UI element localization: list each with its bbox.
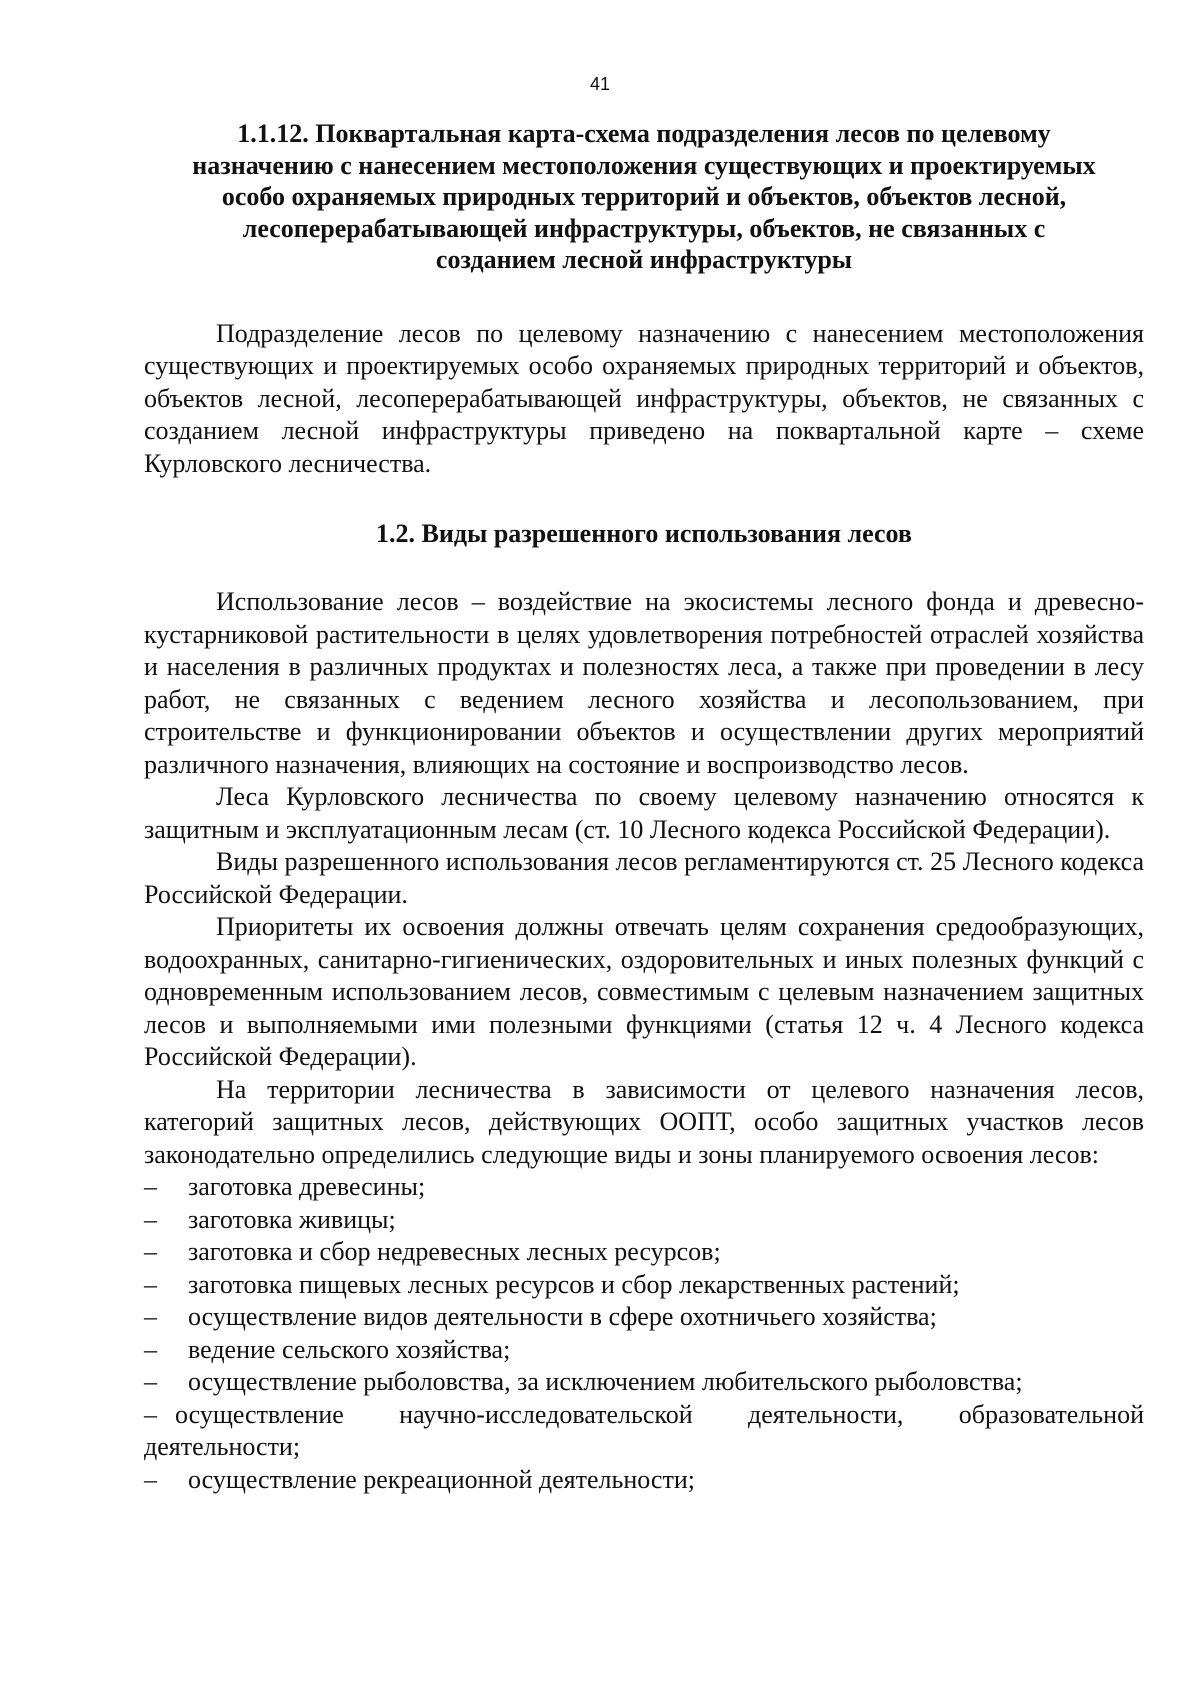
list-item-text: заготовка живицы; [188, 1204, 396, 1234]
page-number: 41 [589, 74, 611, 94]
heading-line: 1.1.12. Поквартальная карта-схема подразделения лесов по целевому [237, 119, 1051, 148]
list-dash: – [144, 1204, 157, 1234]
list-item-text: заготовка и сбор недревесных лесных ресурсов; [188, 1237, 721, 1266]
list-item [144, 1269, 1144, 1302]
body-paragraph: На территории лесничества в зависимости от целевого назначения лесов, категорий защитных лесов, действующих ООПТ, особо защитных участков лесов законодательно определились следующие виды и зоны планируемого освоения лесов: [144, 1074, 1144, 1169]
list-item [144, 1334, 1144, 1367]
page-content [144, 118, 1144, 1496]
list-item [144, 1399, 1144, 1464]
list-item-text: осуществление рыболовства, за исключением любительского рыболовства; [188, 1367, 1023, 1396]
heading-line: созданием лесной инфраструктуры [435, 245, 853, 274]
list-dash: – [144, 1399, 157, 1429]
body-paragraph: Приоритеты их освоения должны отвечать целям сохранения средообразующих, водоохранных, санитарно-гигиенических, оздоровительных и иных полезных функций с одновременным использованием лесов, совместимым с целевым назначением защитных лесов и выполняемыми ими полезными функциями (статья 12 ч. 4 Лесного кодекса Российской Федерации). [144, 912, 1144, 1071]
list-dash: – [144, 1269, 157, 1299]
body-paragraph: Виды разрешенного использования лесов регламентируются ст. 25 Лесного кодекса Российской Федерации. [144, 847, 1144, 909]
heading-line: назначению с нанесением местоположения существующих и проектируемых [192, 150, 1096, 180]
section-heading-1-1-12 [144, 118, 1144, 276]
list-item-text: заготовка пищевых лесных ресурсов и сбор лекарственных растений; [188, 1269, 960, 1299]
list-dash: – [144, 1302, 157, 1331]
list-dash: – [144, 1464, 157, 1494]
list-dash: – [144, 1237, 157, 1266]
list-item [144, 1171, 1144, 1204]
list-item-text: заготовка древесины; [188, 1172, 426, 1201]
list-item-text: осуществление научно-исследовательской деятельности, образовательной деятельности; [144, 1399, 1144, 1461]
usage-types-list [144, 1171, 1144, 1496]
list-item-text: ведение сельского хозяйства; [188, 1334, 511, 1364]
heading-line: лесоперерабатывающей инфраструктуры, объектов, не связанных с [242, 213, 1046, 243]
list-item-text: осуществление видов деятельности в сфере охотничьего хозяйства; [188, 1302, 937, 1331]
list-item [144, 1301, 1144, 1334]
list-dash: – [144, 1334, 157, 1364]
list-dash: – [144, 1367, 157, 1396]
list-item [144, 1366, 1144, 1399]
body-paragraph: Леса Курловского лесничества по своему целевому назначению относятся к защитным и эксплуатационным лесам (ст. 10 Лесного кодекса Российской Федерации). [144, 782, 1144, 844]
list-item [144, 1464, 1144, 1497]
body-paragraph: Использование лесов – воздействие на экосистемы лесного фонда и древесно-кустарниковой растительности в целях удовлетворения потребностей отраслей хозяйства и населения в различных продуктах и полезностях леса, а также при проведении в лесу работ, не связанных с ведением лесного хозяйства и лесопользованием, при строительстве и функционировании объектов и осуществлении других мероприятий различного назначения, влияющих на состояние и воспроизводство лесов. [144, 587, 1144, 779]
heading-line: особо охраняемых природных территорий и объектов, объектов лесной, [221, 182, 1067, 211]
section-body-1-2 [144, 586, 1144, 1496]
list-item [144, 1204, 1144, 1237]
list-item [144, 1236, 1144, 1269]
list-dash: – [144, 1172, 157, 1201]
section-heading-1-2: 1.2. Виды разрешенного использования лесов [376, 519, 912, 548]
section-body-1-1-12 [144, 318, 1144, 481]
body-paragraph: Подразделение лесов по целевому назначению с нанесением местоположения существующих и проектируемых особо охраняемых природных территорий и объектов, объектов лесной, лесоперерабатывающей инфраструктуры, объектов, не связанных с созданием лесной инфраструктуры приведено на поквартальной карте – схеме Курловского лесничества. [144, 318, 1144, 478]
list-item-text: осуществление рекреационной деятельности; [188, 1464, 695, 1494]
